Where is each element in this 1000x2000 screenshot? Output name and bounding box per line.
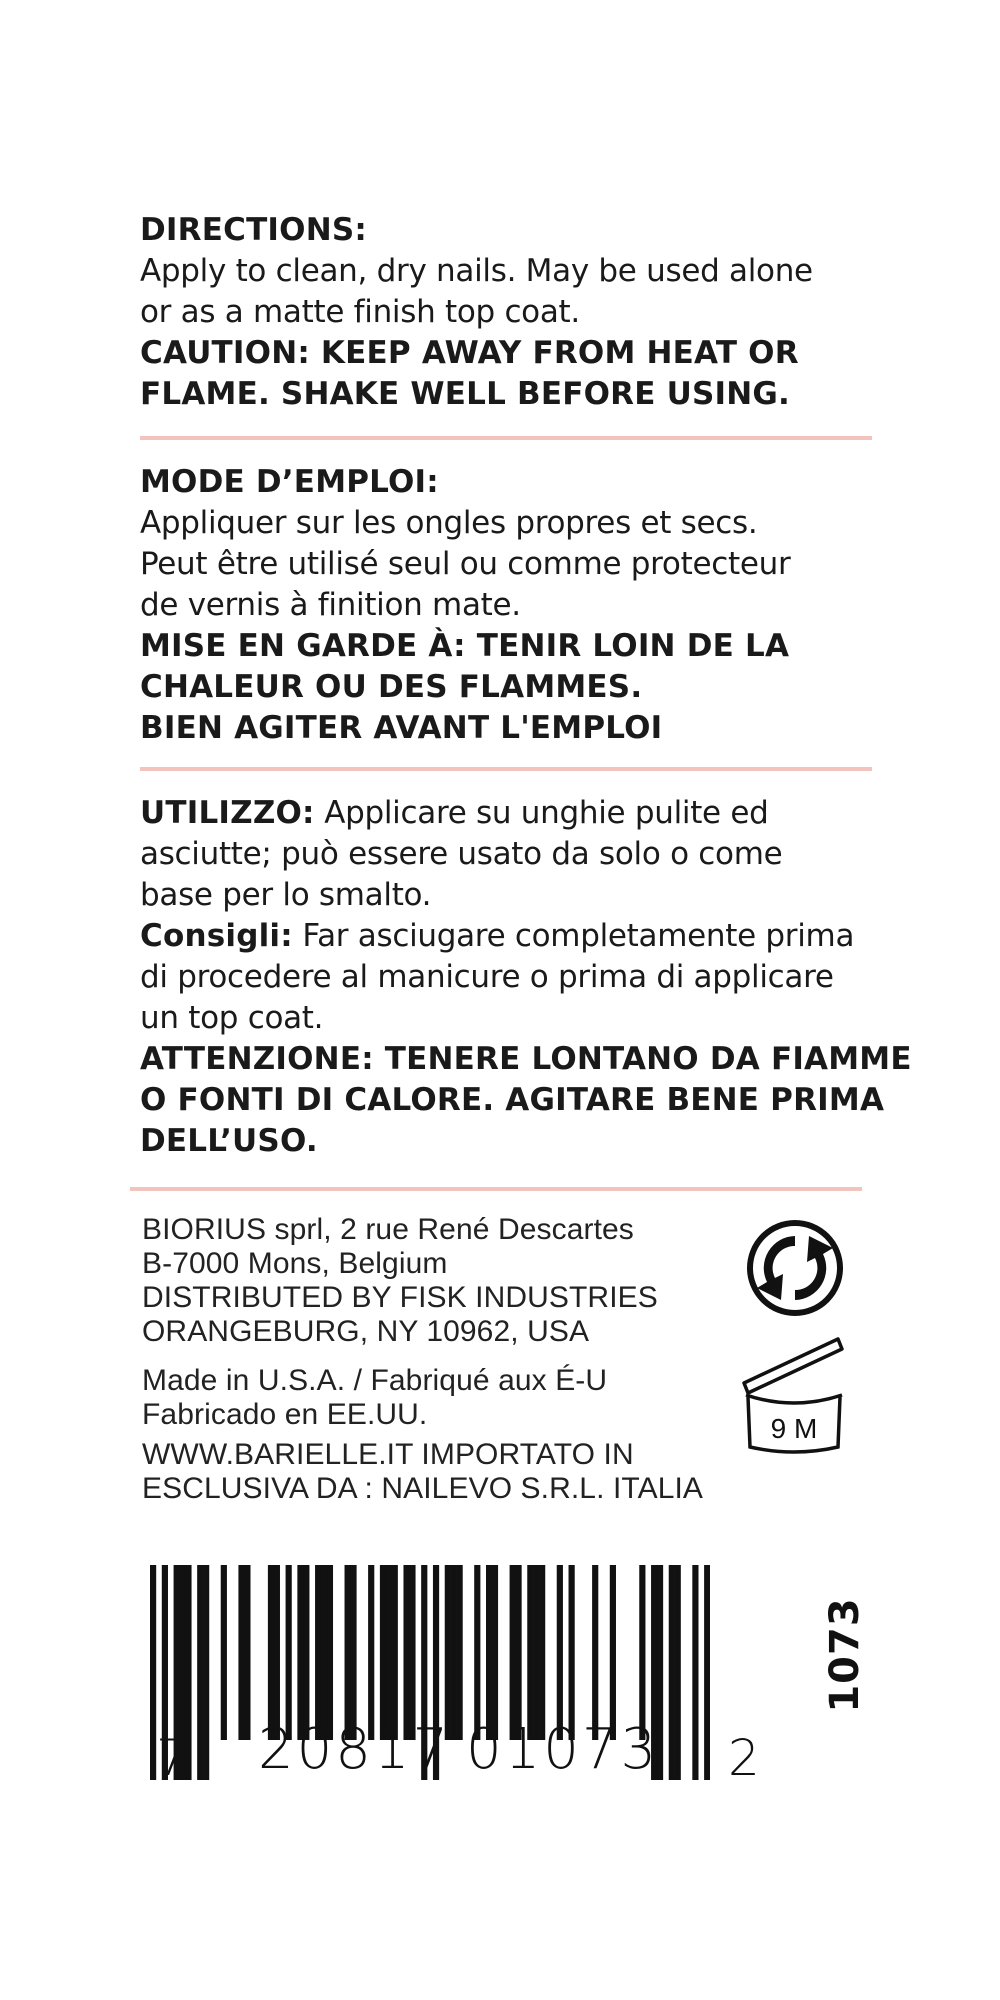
barcode-bar bbox=[515, 1565, 521, 1740]
utilizzo-heading: UTILIZZO: bbox=[140, 795, 315, 831]
barcode-bar bbox=[451, 1565, 457, 1740]
section-divider bbox=[130, 1187, 862, 1191]
mode-emploi-body-line: de vernis à finition mate. bbox=[140, 587, 521, 623]
caution-line: FLAME. SHAKE WELL BEFORE USING. bbox=[140, 376, 791, 412]
green-dot-recycle-icon bbox=[745, 1218, 845, 1318]
mise-en-garde-line: MISE EN GARDE À: TENIR LOIN DE LA bbox=[140, 628, 790, 664]
origin-line: Fabricado en EE.UU. bbox=[142, 1398, 428, 1431]
barcode-group-left: 20817 bbox=[258, 1717, 452, 1782]
barcode-bar bbox=[569, 1565, 575, 1740]
barcode-bar bbox=[386, 1565, 392, 1740]
product-code bbox=[800, 1590, 890, 1720]
directions-body-line: Apply to clean, dry nails. May be used alone bbox=[140, 253, 813, 289]
open-jar-pao-icon bbox=[738, 1335, 850, 1460]
barcode-bar bbox=[392, 1565, 398, 1740]
barcode-bar bbox=[474, 1565, 480, 1740]
barcode-bar bbox=[221, 1565, 227, 1740]
barcode-bar bbox=[286, 1565, 292, 1740]
origin-line: ESCLUSIVA DA : NAILEVO S.R.L. ITALIA bbox=[142, 1472, 704, 1505]
barcode-bar bbox=[350, 1565, 356, 1740]
barcode-bar bbox=[409, 1565, 415, 1740]
utilizzo-line: base per lo smalto. bbox=[140, 877, 432, 913]
attenzione-line: O FONTI DI CALORE. AGITARE BENE PRIMA bbox=[140, 1082, 885, 1118]
barcode-bar bbox=[492, 1565, 498, 1740]
barcode-bar bbox=[297, 1565, 303, 1740]
mise-en-garde-line: CHALEUR OU DES FLAMMES. bbox=[140, 669, 643, 705]
barcode-bar bbox=[527, 1565, 533, 1740]
origin-line: Made in U.S.A. / Fabriqué aux É-U bbox=[142, 1364, 608, 1397]
address-line: ORANGEBURG, NY 10962, USA bbox=[142, 1315, 590, 1348]
utilizzo-line: di procedere al manicure o prima di applicare bbox=[140, 959, 834, 995]
barcode-bar bbox=[539, 1565, 545, 1740]
utilizzo-line: un top coat. bbox=[140, 1000, 324, 1036]
barcode-bar bbox=[238, 1565, 244, 1740]
utilizzo-text: Applicare su unghie pulite ed bbox=[314, 795, 769, 831]
barcode-bar bbox=[557, 1565, 563, 1740]
barcode-group-right: 01073 bbox=[466, 1717, 660, 1782]
origin-block bbox=[142, 1364, 762, 1506]
address-line: B-7000 Mons, Belgium bbox=[142, 1247, 448, 1280]
directions-body-line: or as a matte finish top coat. bbox=[140, 294, 580, 330]
barcode-digit-last: 2 bbox=[728, 1729, 760, 1787]
caution-line: CAUTION: KEEP AWAY FROM HEAT OR bbox=[140, 335, 799, 371]
section-divider bbox=[140, 436, 872, 440]
barcode-bar bbox=[445, 1565, 451, 1740]
address-line: DISTRIBUTED BY FISK INDUSTRIES bbox=[142, 1281, 658, 1314]
barcode-bar bbox=[457, 1565, 463, 1740]
address-block bbox=[142, 1213, 762, 1349]
barcode-digits bbox=[150, 1717, 770, 1790]
barcode-bar bbox=[639, 1565, 645, 1740]
utilizzo-section bbox=[140, 793, 912, 1162]
consigli-line bbox=[140, 916, 870, 957]
consigli-text: Far asciugare completamente prima bbox=[292, 918, 855, 954]
consigli-label: Consigli: bbox=[140, 918, 293, 954]
barcode-bar bbox=[274, 1565, 280, 1740]
utilizzo-line bbox=[140, 793, 870, 834]
origin-line: WWW.BARIELLE.IT IMPORTATO IN bbox=[142, 1438, 634, 1471]
barcode-bar bbox=[368, 1565, 374, 1740]
mode-emploi-heading: MODE D’EMPLOI: bbox=[140, 464, 439, 500]
barcode-bar bbox=[345, 1565, 351, 1740]
directions-heading: DIRECTIONS: bbox=[140, 212, 367, 248]
pao-label: 9 M bbox=[770, 1413, 818, 1444]
address-line: BIORIUS sprl, 2 rue René Descartes bbox=[142, 1213, 634, 1246]
section-divider bbox=[140, 767, 872, 771]
barcode-bar bbox=[303, 1565, 309, 1740]
product-code-text: 1073 bbox=[822, 1597, 868, 1713]
mise-en-garde-line: BIEN AGITER AVANT L'EMPLOI bbox=[140, 710, 663, 746]
barcode-bar bbox=[403, 1565, 409, 1740]
barcode-bar bbox=[533, 1565, 539, 1740]
barcode-bar bbox=[327, 1565, 333, 1740]
barcode-bar bbox=[315, 1565, 321, 1740]
barcode-digit-first: 7 bbox=[156, 1729, 188, 1787]
barcode-bar bbox=[592, 1565, 598, 1740]
utilizzo-line: asciutte; può essere usato da solo o come bbox=[140, 836, 783, 872]
mode-emploi-body-line: Appliquer sur les ongles propres et secs. bbox=[140, 505, 758, 541]
barcode-bar bbox=[268, 1565, 274, 1740]
barcode-bar bbox=[244, 1565, 250, 1740]
attenzione-line: DELL’USO. bbox=[140, 1123, 318, 1159]
directions-section bbox=[140, 210, 870, 415]
barcode-bar bbox=[321, 1565, 327, 1740]
barcode-bar bbox=[510, 1565, 516, 1740]
mode-emploi-section bbox=[140, 462, 870, 749]
barcode-bar bbox=[380, 1565, 386, 1740]
attenzione-line: ATTENZIONE: TENERE LONTANO DA FIAMME bbox=[140, 1041, 912, 1077]
barcode-bar bbox=[610, 1565, 616, 1740]
barcode-bar bbox=[486, 1565, 492, 1740]
mode-emploi-body-line: Peut être utilisé seul ou comme protecteur bbox=[140, 546, 791, 582]
